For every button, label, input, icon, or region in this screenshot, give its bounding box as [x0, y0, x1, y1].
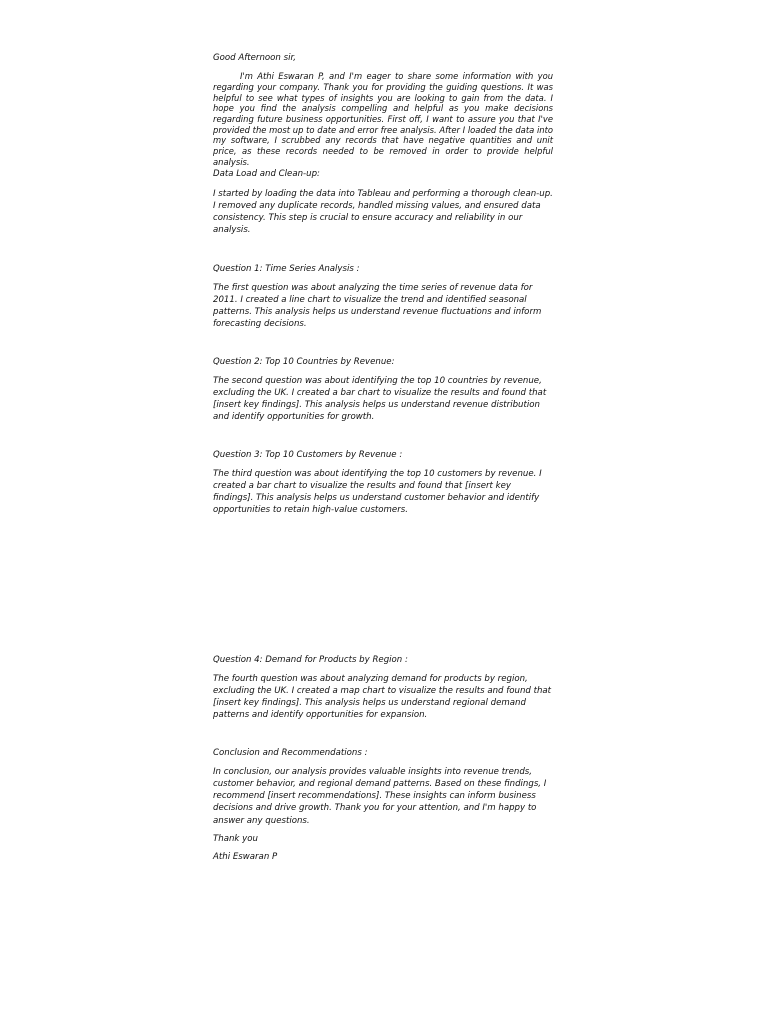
data-load-paragraph: I started by loading the data into Tableau and performing a thorough clean-up. I removed any duplicate records, handled missing values, and ensured data consistency. This step is crucial to ensure accuracy and reliability in our analysis.	[213, 188, 553, 236]
signature: Athi Eswaran P	[213, 852, 278, 863]
q4-heading: Question 4: Demand for Products by Region :	[213, 654, 408, 665]
letter-page	[213, 52, 553, 863]
q3-paragraph: The third question was about identifying the top 10 customers by revenue. I created a bar chart to visualize the results and found that [insert key findings]. This analysis helps us understand customer behavior and identify opportunities to retain high-value customers.	[213, 468, 542, 516]
q4-paragraph: The fourth question was about analyzing demand for products by region, excluding the UK. I created a map chart to visualize the results and found that [insert key findings]. This analysis helps us understand regional demand patterns and identify opportunities for expansion.	[213, 673, 552, 721]
q3-heading: Question 3: Top 10 Customers by Revenue :	[213, 449, 403, 460]
data-load-heading: Data Load and Clean-up:	[213, 168, 320, 179]
q2-heading: Question 2: Top 10 Countries by Revenue:	[213, 356, 395, 367]
greeting: Good Afternoon sir,	[213, 53, 296, 63]
q1-heading: Question 1: Time Series Analysis :	[213, 263, 360, 274]
q2-paragraph: The second question was about identifying the top 10 countries by revenue, excluding the UK. I created a bar chart to visualize the results and found that [insert key findings]. This analysis helps us understand revenue distribution and identify opportunities for growth.	[213, 375, 547, 423]
conclusion-paragraph: In conclusion, our analysis provides valuable insights into revenue trends, customer behavior, and regional demand patterns. Based on these findings, I recommend [insert recommendations]. These insights can inform business decisions and drive growth. Thank you for your attention, and I'm happy to answer any questions.	[213, 766, 547, 826]
q1-paragraph: The first question was about analyzing the time series of revenue data for 2011. I created a line chart to visualize the trend and identified seasonal patterns. This analysis helps us understand revenue fluctuations and inform forecasting decisions.	[213, 282, 542, 330]
intro-paragraph: I'm Athi Eswaran P, and I'm eager to share some information with you regarding your company. Thank you for providing the guiding questions. It was helpful to see what types of insights you are looking to gain from the data. I hope you find the analysis compelling and helpful as you make decisions regarding future business opportunities. First off, I want to assure you that I've provided the most up to date and error free analysis. After I loaded the data into my software, I scrubbed any records that have negative quantities and unit price, as these records needed to be removed in order to provide helpful analysis.	[213, 71, 553, 167]
sign-off: Thank you	[213, 833, 258, 844]
conclusion-heading: Conclusion and Recommendations :	[213, 747, 368, 758]
